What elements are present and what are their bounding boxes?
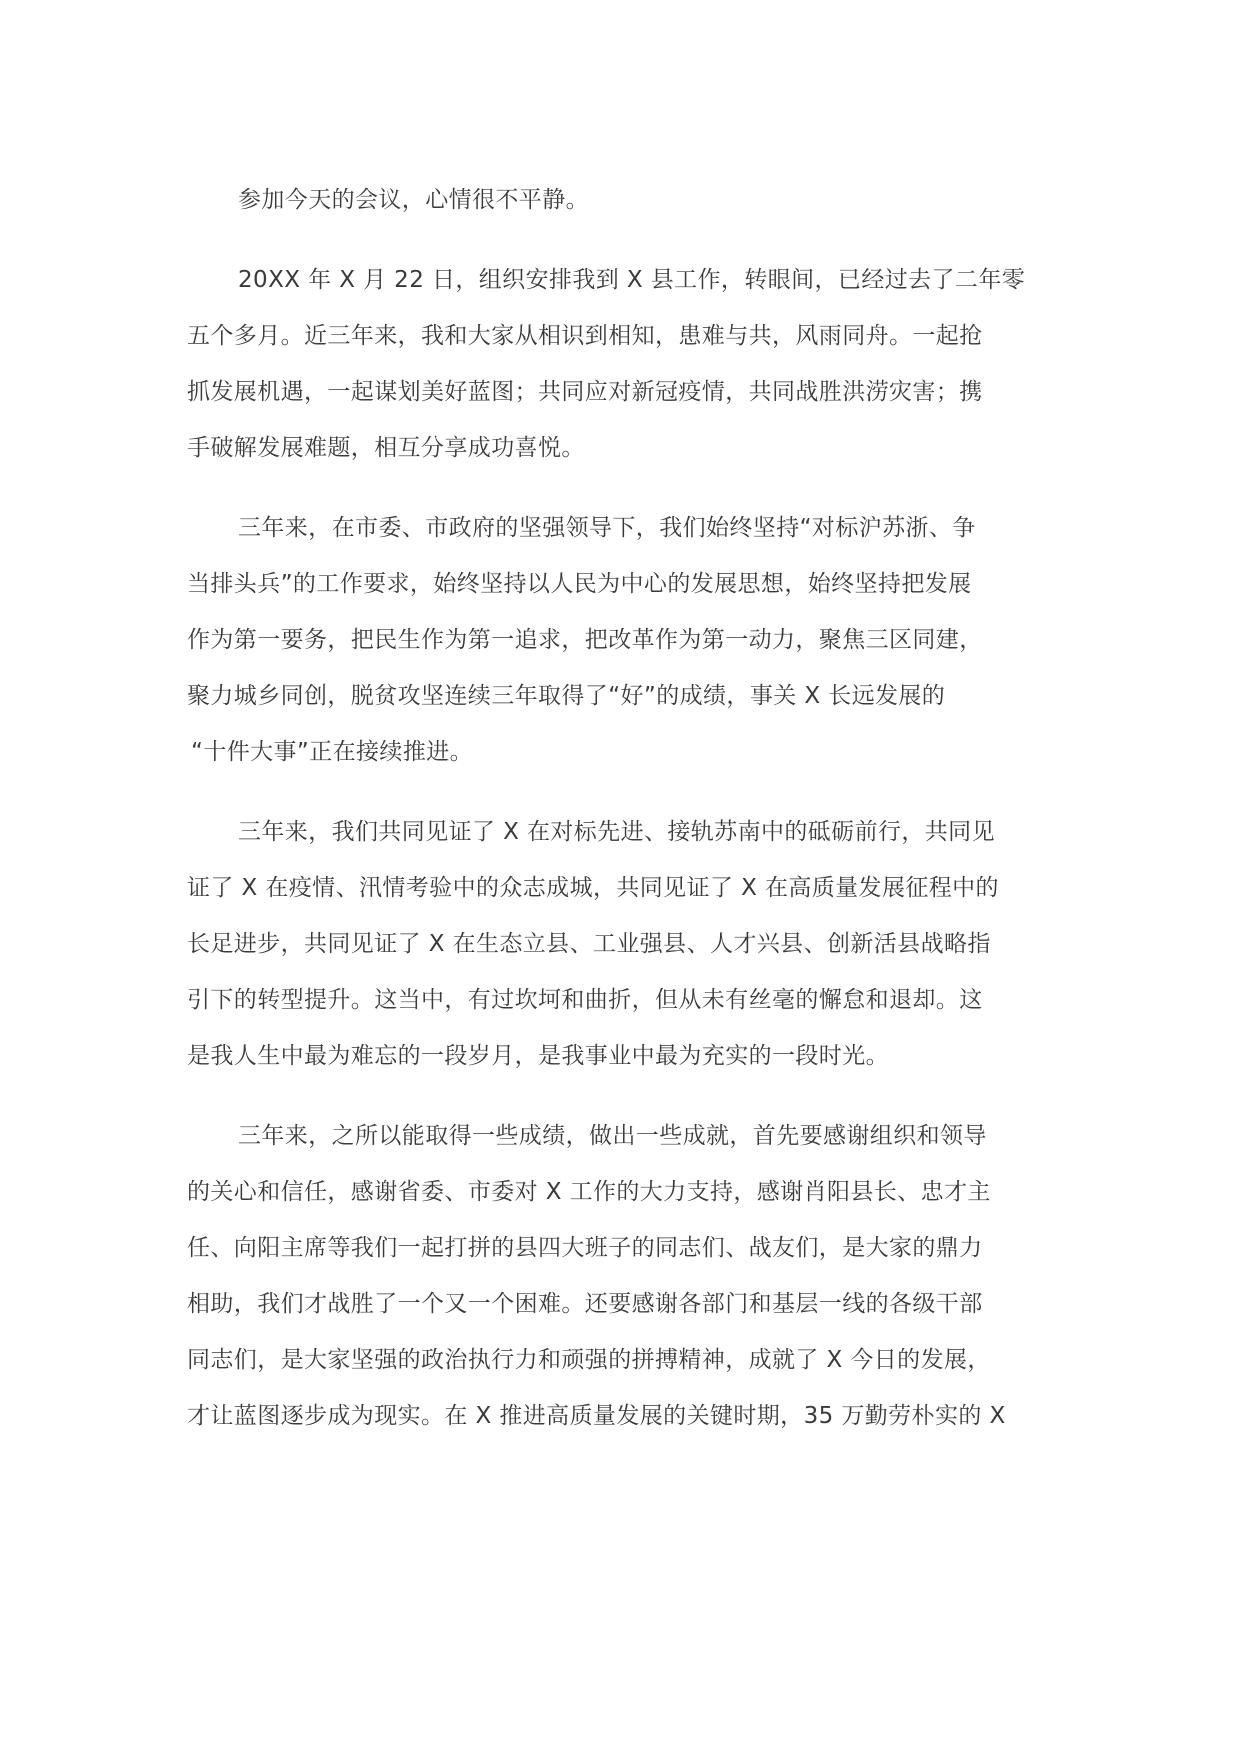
paragraph-line: 才让蓝图逐步成为现实。在 X 推进高质量发展的关键时期，35 万勤劳朴实的 X — [187, 1403, 1006, 1429]
paragraph-line: “十件大事”正在接续推进。 — [191, 739, 474, 765]
paragraph-opening — [187, 172, 1049, 228]
paragraph-gratitude — [187, 1108, 1049, 1444]
paragraph-line: 相助，我们才战胜了一个又一个困难。还要感谢各部门和基层一线的各级干部 — [187, 1291, 983, 1317]
paragraph-line: 的关心和信任，感谢省委、市委对 X 工作的大力支持，感谢肖阳县长、忠才主 — [187, 1179, 991, 1205]
document-body — [187, 172, 1049, 1468]
paragraph-line: 三年来，之所以能取得一些成绩，做出一些成就，首先要感谢组织和领导 — [238, 1123, 987, 1149]
paragraph-line: 20XX 年 X 月 22 日，组织安排我到 X 县工作，转眼间，已经过去了二年零 — [238, 267, 1026, 293]
paragraph-line: 抓发展机遇，一起谋划美好蓝图；共同应对新冠疫情，共同战胜洪涝灾害；携 — [187, 379, 983, 405]
paragraph-line: 三年来，在市委、市政府的坚强领导下，我们始终坚持“对标沪苏浙、争 — [238, 515, 976, 541]
paragraph-line: 同志们，是大家坚强的政治执行力和顽强的拼搏精神，成就了 X 今日的发展， — [187, 1347, 991, 1373]
paragraph-line: 当排头兵”的工作要求，始终坚持以人民为中心的发展思想，始终坚持把发展 — [187, 571, 972, 597]
paragraph-line: 聚力城乡同创，脱贫攻坚连续三年取得了“好”的成绩，事关 X 长远发展的 — [187, 683, 946, 709]
paragraph-leadership — [187, 500, 1049, 780]
paragraph-line: 证了 X 在疫情、汛情考验中的众志成城，共同见证了 X 在高质量发展征程中的 — [187, 875, 999, 901]
paragraph-witness — [187, 804, 1049, 1084]
paragraph-line: 是我人生中最为难忘的一段岁月，是我事业中最为充实的一段时光。 — [187, 1043, 889, 1069]
paragraph-arrival — [187, 252, 1049, 476]
paragraph-line: 长足进步，共同见证了 X 在生态立县、工业强县、人才兴县、创新活县战略指 — [187, 931, 991, 957]
paragraph-line: 五个多月。近三年来，我和大家从相识到相知，患难与共，风雨同舟。一起抢 — [187, 323, 983, 349]
paragraph-line: 作为第一要务，把民生作为第一追求，把改革作为第一动力，聚焦三区同建， — [187, 627, 983, 653]
paragraph-line: 引下的转型提升。这当中，有过坎坷和曲折，但从未有丝毫的懈怠和退却。这 — [187, 987, 983, 1013]
paragraph-line: 参加今天的会议，心情很不平静。 — [238, 187, 589, 213]
paragraph-line: 三年来，我们共同见证了 X 在对标先进、接轨苏南中的砥砺前行，共同见 — [238, 819, 995, 845]
paragraph-line: 手破解发展难题，相互分享成功喜悦。 — [187, 435, 585, 461]
paragraph-line: 任、向阳主席等我们一起打拼的县四大班子的同志们、战友们，是大家的鼎力 — [187, 1235, 983, 1261]
